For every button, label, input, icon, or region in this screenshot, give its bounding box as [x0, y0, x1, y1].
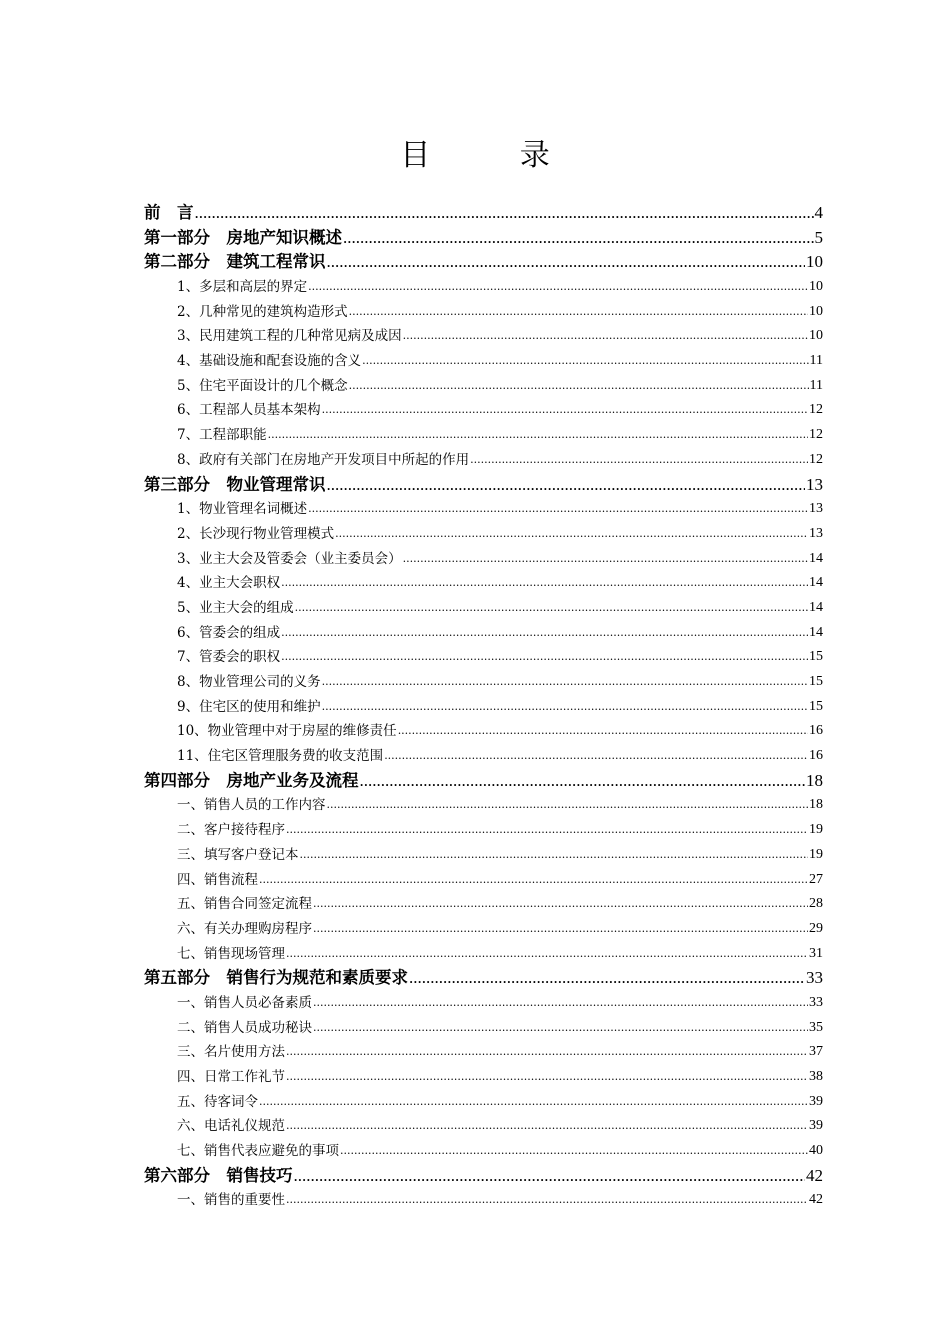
- dot-leader: [259, 868, 808, 893]
- dot-leader: [313, 991, 808, 1016]
- toc-entry-label: 9、住宅区的使用和维护: [177, 698, 321, 715]
- toc-page-number: 12: [809, 402, 823, 418]
- dot-leader: [294, 1164, 806, 1189]
- toc-page-number: 14: [809, 599, 823, 615]
- toc-page-number: 18: [806, 770, 823, 790]
- dot-leader: [313, 1016, 808, 1041]
- toc-entry-label: 4、基础设施和配套设施的含义: [177, 353, 362, 370]
- dot-leader: [343, 226, 814, 251]
- toc-section-entry[interactable]: [144, 300, 823, 325]
- dot-leader: [281, 645, 808, 670]
- toc-entry-label: 7、管委会的职权: [177, 649, 281, 666]
- toc-section-entry[interactable]: [144, 1065, 823, 1090]
- toc-part-entry[interactable]: [144, 769, 823, 794]
- toc-page-number: 42: [809, 1192, 823, 1208]
- toc-entry-label: 二、客户接待程序: [177, 822, 285, 839]
- toc-section-entry[interactable]: [144, 794, 823, 819]
- toc-entry-label: 六、有关办理购房程序: [177, 920, 312, 937]
- toc-section-entry[interactable]: [144, 374, 823, 399]
- dot-leader: [308, 275, 808, 300]
- dot-leader: [398, 719, 808, 744]
- dot-leader: [327, 250, 806, 275]
- toc-page-number: 11: [809, 377, 823, 393]
- toc-entry-label: 6、工程部人员基本架构: [177, 402, 321, 419]
- toc-entry-label: 8、物业管理公司的义务: [177, 674, 321, 691]
- dot-leader: [281, 571, 808, 596]
- toc-section-entry[interactable]: [144, 917, 823, 942]
- toc-page-number: 14: [809, 624, 823, 640]
- dot-leader: [322, 695, 808, 720]
- dot-leader: [286, 942, 808, 967]
- dot-leader: [295, 596, 808, 621]
- toc-page-number: 13: [809, 501, 823, 517]
- toc-section-entry[interactable]: [144, 1114, 823, 1139]
- toc-section-entry[interactable]: [144, 942, 823, 967]
- toc-page-number: 5: [814, 227, 823, 247]
- dot-leader: [349, 374, 809, 399]
- dot-leader: [286, 1188, 808, 1213]
- dot-leader: [286, 818, 808, 843]
- toc-page-number: 27: [809, 871, 823, 887]
- toc-section-entry[interactable]: [144, 1090, 823, 1115]
- toc-entry-label: 七、销售代表应避免的事项: [177, 1143, 339, 1160]
- toc-entry-label: 第二部分 建筑工程常识: [144, 252, 326, 272]
- toc-part-entry[interactable]: [144, 473, 823, 498]
- toc-entry-label: 10、物业管理中对于房屋的维修责任: [177, 723, 397, 740]
- toc-page-number: 11: [809, 353, 823, 369]
- dot-leader: [268, 423, 808, 448]
- toc-section-entry[interactable]: [144, 1016, 823, 1041]
- dot-leader: [281, 621, 808, 646]
- table-of-contents: [144, 201, 823, 1213]
- toc-part-entry[interactable]: [144, 250, 823, 275]
- toc-page-number: 19: [809, 846, 823, 862]
- toc-entry-label: 四、销售流程: [177, 871, 258, 888]
- toc-entry-label: 五、待客词令: [177, 1093, 258, 1110]
- toc-section-entry[interactable]: [144, 818, 823, 843]
- toc-page-number: 39: [809, 1118, 823, 1134]
- toc-section-entry[interactable]: [144, 645, 823, 670]
- toc-section-entry[interactable]: [144, 497, 823, 522]
- toc-page-number: 31: [809, 945, 823, 961]
- toc-entry-label: 4、业主大会职权: [177, 575, 281, 592]
- toc-entry-label: 四、日常工作礼节: [177, 1069, 285, 1086]
- dot-leader: [286, 1065, 808, 1090]
- toc-section-entry[interactable]: [144, 868, 823, 893]
- toc-entry-label: 一、销售人员必备素质: [177, 994, 312, 1011]
- toc-entry-label: 第一部分 房地产知识概述: [144, 227, 342, 247]
- toc-section-entry[interactable]: [144, 991, 823, 1016]
- toc-page-number: 10: [809, 303, 823, 319]
- toc-page-number: 16: [809, 748, 823, 764]
- dot-leader: [340, 1139, 808, 1164]
- toc-entry-label: 3、业主大会及管委会（业主委员会）: [177, 550, 402, 567]
- toc-section-entry[interactable]: [144, 275, 823, 300]
- toc-section-entry[interactable]: [144, 670, 823, 695]
- dot-leader: [362, 349, 808, 374]
- dot-leader: [195, 201, 814, 226]
- toc-section-entry[interactable]: [144, 621, 823, 646]
- toc-page-number: 42: [806, 1165, 823, 1185]
- toc-page-number: 10: [806, 252, 823, 272]
- dot-leader: [384, 744, 808, 769]
- toc-part-entry[interactable]: [144, 966, 823, 991]
- toc-page-number: 4: [814, 202, 823, 222]
- dot-leader: [327, 793, 809, 818]
- dot-leader: [313, 917, 808, 942]
- toc-page-number: 15: [809, 649, 823, 665]
- dot-leader: [360, 769, 806, 794]
- toc-entry-label: 第四部分 房地产业务及流程: [144, 770, 359, 790]
- toc-section-entry[interactable]: [144, 1189, 823, 1214]
- toc-entry-label: 6、管委会的组成: [177, 624, 281, 641]
- dot-leader: [470, 448, 808, 473]
- toc-section-entry[interactable]: [144, 423, 823, 448]
- dot-leader: [349, 300, 808, 325]
- toc-entry-label: 第三部分 物业管理常识: [144, 474, 326, 494]
- toc-page-number: 14: [809, 550, 823, 566]
- toc-section-entry[interactable]: [144, 695, 823, 720]
- toc-section-entry[interactable]: [144, 843, 823, 868]
- toc-page-number: 10: [809, 279, 823, 295]
- toc-entry-label: 2、长沙现行物业管理模式: [177, 525, 335, 542]
- toc-part-entry[interactable]: [144, 226, 823, 251]
- toc-page-number: 38: [809, 1069, 823, 1085]
- toc-page-number: 33: [809, 994, 823, 1010]
- toc-page-number: 13: [809, 525, 823, 541]
- toc-section-entry[interactable]: [144, 596, 823, 621]
- toc-section-entry[interactable]: [144, 744, 823, 769]
- dot-leader: [403, 547, 808, 572]
- dot-leader: [259, 1090, 808, 1115]
- toc-entry-label: 2、几种常见的建筑构造形式: [177, 303, 348, 320]
- toc-section-entry[interactable]: [144, 349, 823, 374]
- toc-entry-label: 一、销售人员的工作内容: [177, 797, 326, 814]
- toc-entry-label: 8、政府有关部门在房地产开发项目中所起的作用: [177, 451, 470, 468]
- toc-page-number: 33: [806, 968, 823, 988]
- toc-page-number: 39: [809, 1093, 823, 1109]
- toc-section-entry[interactable]: [144, 719, 823, 744]
- dot-leader: [313, 892, 808, 917]
- toc-page-number: 35: [809, 1019, 823, 1035]
- toc-section-entry[interactable]: [144, 324, 823, 349]
- toc-page-number: 16: [809, 723, 823, 739]
- toc-entry-label: 11、住宅区管理服务费的收支范围: [177, 748, 384, 765]
- toc-page-number: 15: [809, 698, 823, 714]
- toc-section-entry[interactable]: [144, 1139, 823, 1164]
- toc-entry-label: 三、名片使用方法: [177, 1044, 285, 1061]
- toc-entry-label: 五、销售合同签定流程: [177, 896, 312, 913]
- toc-entry-label: 1、物业管理名词概述: [177, 501, 308, 518]
- dot-leader: [322, 670, 808, 695]
- toc-entry-label: 前 言: [144, 202, 194, 222]
- toc-title: 目 录: [400, 138, 590, 173]
- toc-section-entry[interactable]: [144, 522, 823, 547]
- dot-leader: [327, 473, 806, 498]
- dot-leader: [286, 1040, 808, 1065]
- toc-page-number: 29: [809, 920, 823, 936]
- toc-entry-label: 5、业主大会的组成: [177, 599, 294, 616]
- toc-entry-label: 七、销售现场管理: [177, 945, 285, 962]
- dot-leader: [409, 966, 805, 991]
- dot-leader: [308, 497, 808, 522]
- toc-entry-label: 第五部分 销售行为规范和素质要求: [144, 968, 408, 988]
- dot-leader: [286, 1114, 808, 1139]
- dot-leader: [335, 522, 808, 547]
- toc-entry-label: 1、多层和高层的界定: [177, 279, 308, 296]
- dot-leader: [322, 398, 808, 423]
- toc-page-number: 18: [809, 797, 823, 813]
- toc-section-entry[interactable]: [144, 448, 823, 473]
- toc-page-number: 37: [809, 1044, 823, 1060]
- toc-entry-label: 一、销售的重要性: [177, 1192, 285, 1209]
- toc-entry-label: 三、填写客户登记本: [177, 846, 299, 863]
- toc-page-number: 28: [809, 896, 823, 912]
- toc-page-number: 12: [809, 427, 823, 443]
- toc-page-number: 13: [806, 474, 823, 494]
- toc-page-number: 10: [809, 328, 823, 344]
- toc-page-number: 40: [809, 1143, 823, 1159]
- toc-page-number: 15: [809, 674, 823, 690]
- toc-page-number: 19: [809, 822, 823, 838]
- dot-leader: [300, 843, 809, 868]
- toc-section-entry[interactable]: [144, 547, 823, 572]
- toc-entry-label: 3、民用建筑工程的几种常见病及成因: [177, 328, 402, 345]
- toc-part-entry[interactable]: [144, 1164, 823, 1189]
- toc-section-entry[interactable]: [144, 892, 823, 917]
- toc-section-entry[interactable]: [144, 1040, 823, 1065]
- toc-page-number: 12: [809, 451, 823, 467]
- toc-entry-label: 7、工程部职能: [177, 427, 267, 444]
- toc-entry-label: 第六部分 销售技巧: [144, 1165, 293, 1185]
- dot-leader: [403, 324, 808, 349]
- toc-page-number: 14: [809, 575, 823, 591]
- toc-section-entry[interactable]: [144, 571, 823, 596]
- toc-entry-label: 六、电话礼仪规范: [177, 1118, 285, 1135]
- toc-entry-label: 5、住宅平面设计的几个概念: [177, 377, 348, 394]
- toc-section-entry[interactable]: [144, 399, 823, 424]
- toc-part-entry[interactable]: [144, 201, 823, 226]
- toc-entry-label: 二、销售人员成功秘诀: [177, 1019, 312, 1036]
